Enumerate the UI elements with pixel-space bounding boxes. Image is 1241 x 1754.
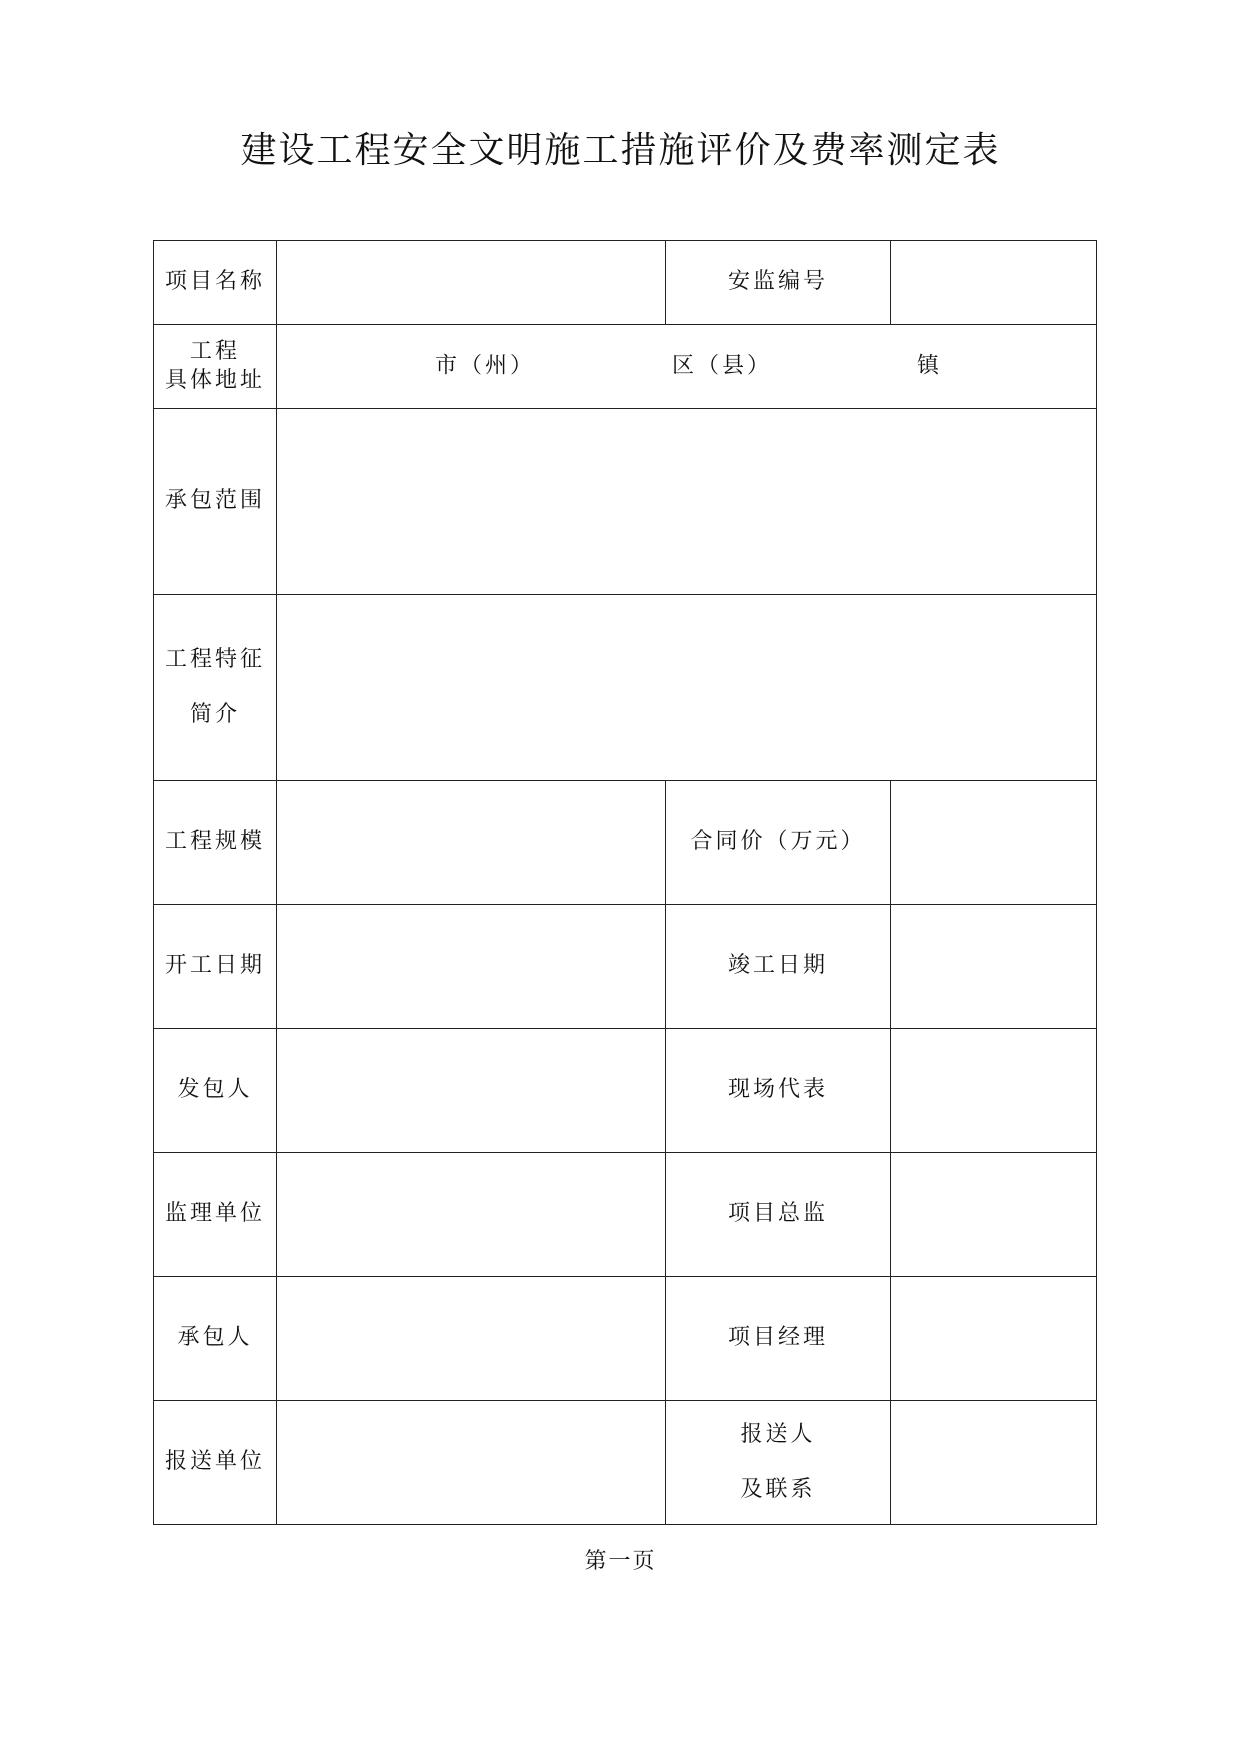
scale-field[interactable]: [277, 781, 666, 905]
chief-supervisor-label: 项目总监: [666, 1153, 891, 1277]
address-city-label: 市（州）: [435, 353, 536, 379]
site-rep-label: 现场代表: [666, 1029, 891, 1153]
row-address: [154, 325, 1097, 409]
contractor-field[interactable]: [277, 1277, 666, 1401]
row-submitter: [154, 1401, 1097, 1525]
scope-label: 承包范围: [154, 409, 277, 595]
scope-field[interactable]: [277, 409, 1097, 595]
completion-date-label: 竣工日期: [666, 905, 891, 1029]
project-name-field[interactable]: [277, 241, 666, 325]
row-employer: [154, 1029, 1097, 1153]
features-label: [154, 595, 277, 781]
submitter-label: [666, 1401, 891, 1525]
features-label-line2: 简介: [189, 701, 240, 727]
employer-label: 发包人: [154, 1029, 277, 1153]
address-label: [154, 325, 277, 409]
project-manager-field[interactable]: [891, 1277, 1097, 1401]
start-date-label: 开工日期: [154, 905, 277, 1029]
start-date-field[interactable]: [277, 905, 666, 1029]
submitting-unit-label: 报送单位: [154, 1401, 277, 1525]
supervision-no-label: 安监编号: [666, 241, 891, 325]
page-number: 第一页: [584, 1549, 657, 1574]
scale-label: 工程规模: [154, 781, 277, 905]
address-label-line2: 具体地址: [164, 367, 265, 393]
evaluation-form-table: [153, 240, 1097, 1525]
row-features: [154, 595, 1097, 781]
row-supervisor: [154, 1153, 1097, 1277]
contractor-label: 承包人: [154, 1277, 277, 1401]
employer-field[interactable]: [277, 1029, 666, 1153]
address-district-label: 区（县）: [672, 353, 773, 379]
supervision-no-field[interactable]: [891, 241, 1097, 325]
chief-supervisor-field[interactable]: [891, 1153, 1097, 1277]
features-label-line1: 工程特征: [164, 646, 265, 672]
contract-price-field[interactable]: [891, 781, 1097, 905]
supervisor-unit-field[interactable]: [277, 1153, 666, 1277]
features-field[interactable]: [277, 595, 1097, 781]
completion-date-field[interactable]: [891, 905, 1097, 1029]
project-manager-label: 项目经理: [666, 1277, 891, 1401]
submitter-label-line1: 报送人: [740, 1421, 816, 1447]
page-title: 建设工程安全文明施工措施评价及费率测定表: [240, 130, 1001, 171]
row-dates: [154, 905, 1097, 1029]
address-town-label: 镇: [917, 353, 943, 379]
row-scope: [154, 409, 1097, 595]
project-name-label: 项目名称: [154, 241, 277, 325]
address-label-line1: 工程: [189, 338, 240, 364]
contract-price-label: 合同价（万元）: [666, 781, 891, 905]
row-contractor: [154, 1277, 1097, 1401]
site-rep-field[interactable]: [891, 1029, 1097, 1153]
address-field[interactable]: [277, 325, 1097, 409]
submitter-label-line2: 及联系: [740, 1476, 816, 1502]
supervisor-unit-label: 监理单位: [154, 1153, 277, 1277]
submitter-field[interactable]: [891, 1401, 1097, 1525]
row-project-name: [154, 241, 1097, 325]
submitting-unit-field[interactable]: [277, 1401, 666, 1525]
row-scale: [154, 781, 1097, 905]
